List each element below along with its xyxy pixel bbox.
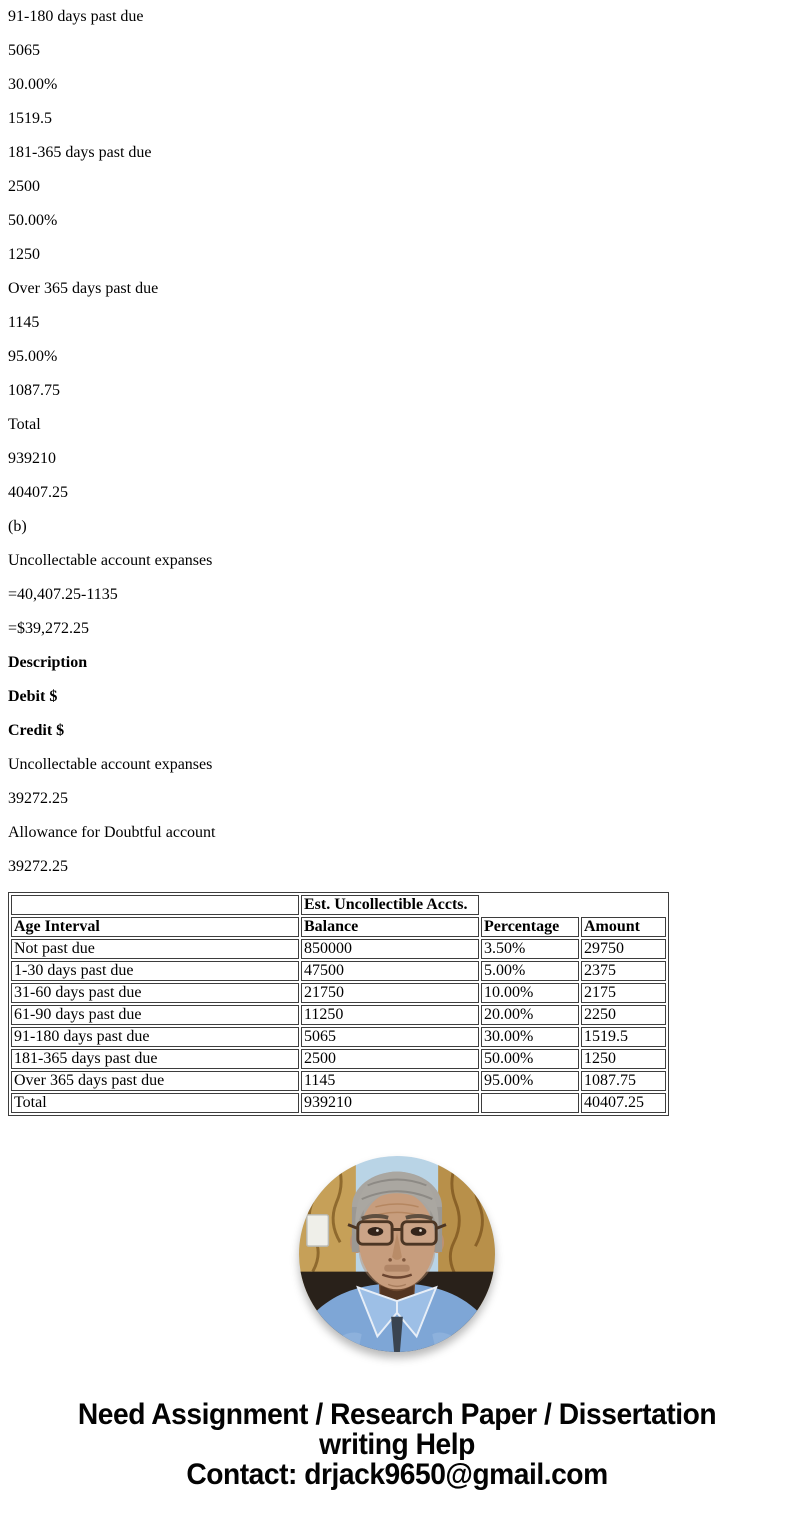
promo-contact-line: Contact: drjack9650@gmail.com — [186, 1458, 608, 1491]
doc-line: 95.00% — [8, 348, 58, 365]
table-header-cell: Amount — [581, 917, 666, 937]
tutor-photo — [299, 1156, 495, 1352]
table-cell: Not past due — [11, 939, 299, 959]
doc-line: 30.00% — [8, 76, 58, 93]
doc-line: 939210 — [8, 450, 56, 467]
promo-line: writing Help — [319, 1428, 475, 1461]
doc-line: Allowance for Doubtful account — [8, 824, 216, 841]
tutor-photo-container — [8, 1156, 786, 1352]
table-row — [11, 961, 666, 981]
table-row — [11, 1049, 666, 1069]
doc-line: 50.00% — [8, 212, 58, 229]
doc-line: 1250 — [8, 246, 40, 263]
doc-line: 5065 — [8, 42, 40, 59]
doc-line: 181-365 days past due — [8, 144, 152, 161]
table-header-cell: Age Interval — [11, 917, 299, 937]
table-cell: 2500 — [301, 1049, 479, 1069]
table-cell: 95.00% — [481, 1071, 579, 1091]
table-cell: 1087.75 — [581, 1071, 666, 1091]
doc-line-credit: Credit $ — [8, 722, 65, 739]
doc-line-debit: Debit $ — [8, 688, 58, 705]
table-total-row — [11, 1093, 666, 1113]
table-cell: 91-180 days past due — [11, 1027, 299, 1047]
table-cell: 30.00% — [481, 1027, 579, 1047]
doc-line: 91-180 days past due — [8, 8, 144, 25]
doc-line: Uncollectable account expanses — [8, 552, 213, 569]
table-cell: 1250 — [581, 1049, 666, 1069]
table-cell: Over 365 days past due — [11, 1071, 299, 1091]
doc-line: =$39,272.25 — [8, 620, 90, 637]
table-cell: 1145 — [301, 1071, 479, 1091]
table-cell: 3.50% — [481, 939, 579, 959]
doc-line: 39272.25 — [8, 790, 68, 807]
table-cell: 10.00% — [481, 983, 579, 1003]
table-cell: 21750 — [301, 983, 479, 1003]
table-header-row — [11, 917, 666, 937]
promo-line: Need Assignment / Research Paper / Dissertation — [77, 1398, 717, 1431]
table-cell: 29750 — [581, 939, 666, 959]
table-cell: 939210 — [301, 1093, 479, 1113]
table-header-cell: Percentage — [481, 917, 579, 937]
table-cell: 40407.25 — [581, 1093, 666, 1113]
table-cell: 2175 — [581, 983, 666, 1003]
table-row — [11, 1071, 666, 1091]
table-cell: 1-30 days past due — [11, 961, 299, 981]
doc-line: 40407.25 — [8, 484, 68, 501]
empty-cell — [11, 895, 299, 915]
table-cell: 181-365 days past due — [11, 1049, 299, 1069]
doc-line: Total — [8, 416, 41, 433]
table-row — [11, 939, 666, 959]
doc-line: Uncollectable account expanses — [8, 756, 213, 773]
table-cell: 31-60 days past due — [11, 983, 299, 1003]
promo-banner — [31, 1400, 762, 1490]
table-header-cell: Balance — [301, 917, 479, 937]
table-cell: 1519.5 — [581, 1027, 666, 1047]
doc-line: =40,407.25-1135 — [8, 586, 118, 603]
table-cell: 50.00% — [481, 1049, 579, 1069]
table-caption-cell: Est. Uncollectible Accts. — [301, 895, 479, 915]
doc-line: 1145 — [8, 314, 40, 331]
table-cell: 2375 — [581, 961, 666, 981]
table-cell: 20.00% — [481, 1005, 579, 1025]
table-row — [11, 983, 666, 1003]
doc-line: 39272.25 — [8, 858, 68, 875]
doc-line: Over 365 days past due — [8, 280, 159, 297]
table-cell: 2250 — [581, 1005, 666, 1025]
table-cell: 47500 — [301, 961, 479, 981]
table-row — [11, 1005, 666, 1025]
doc-line: 2500 — [8, 178, 40, 195]
doc-line: (b) — [8, 518, 27, 535]
table-cell: 5065 — [301, 1027, 479, 1047]
table-cell: 11250 — [301, 1005, 479, 1025]
doc-line: 1087.75 — [8, 382, 60, 399]
table-cell: 61-90 days past due — [11, 1005, 299, 1025]
doc-line: 1519.5 — [8, 110, 52, 127]
table-row — [11, 1027, 666, 1047]
doc-line-description: Description — [8, 654, 88, 671]
uncollectible-accounts-table — [8, 892, 669, 1116]
table-cell: 850000 — [301, 939, 479, 959]
table-cell: 5.00% — [481, 961, 579, 981]
table-caption-row — [11, 895, 666, 915]
table-cell: Total — [11, 1093, 299, 1113]
table-cell — [481, 1093, 579, 1113]
